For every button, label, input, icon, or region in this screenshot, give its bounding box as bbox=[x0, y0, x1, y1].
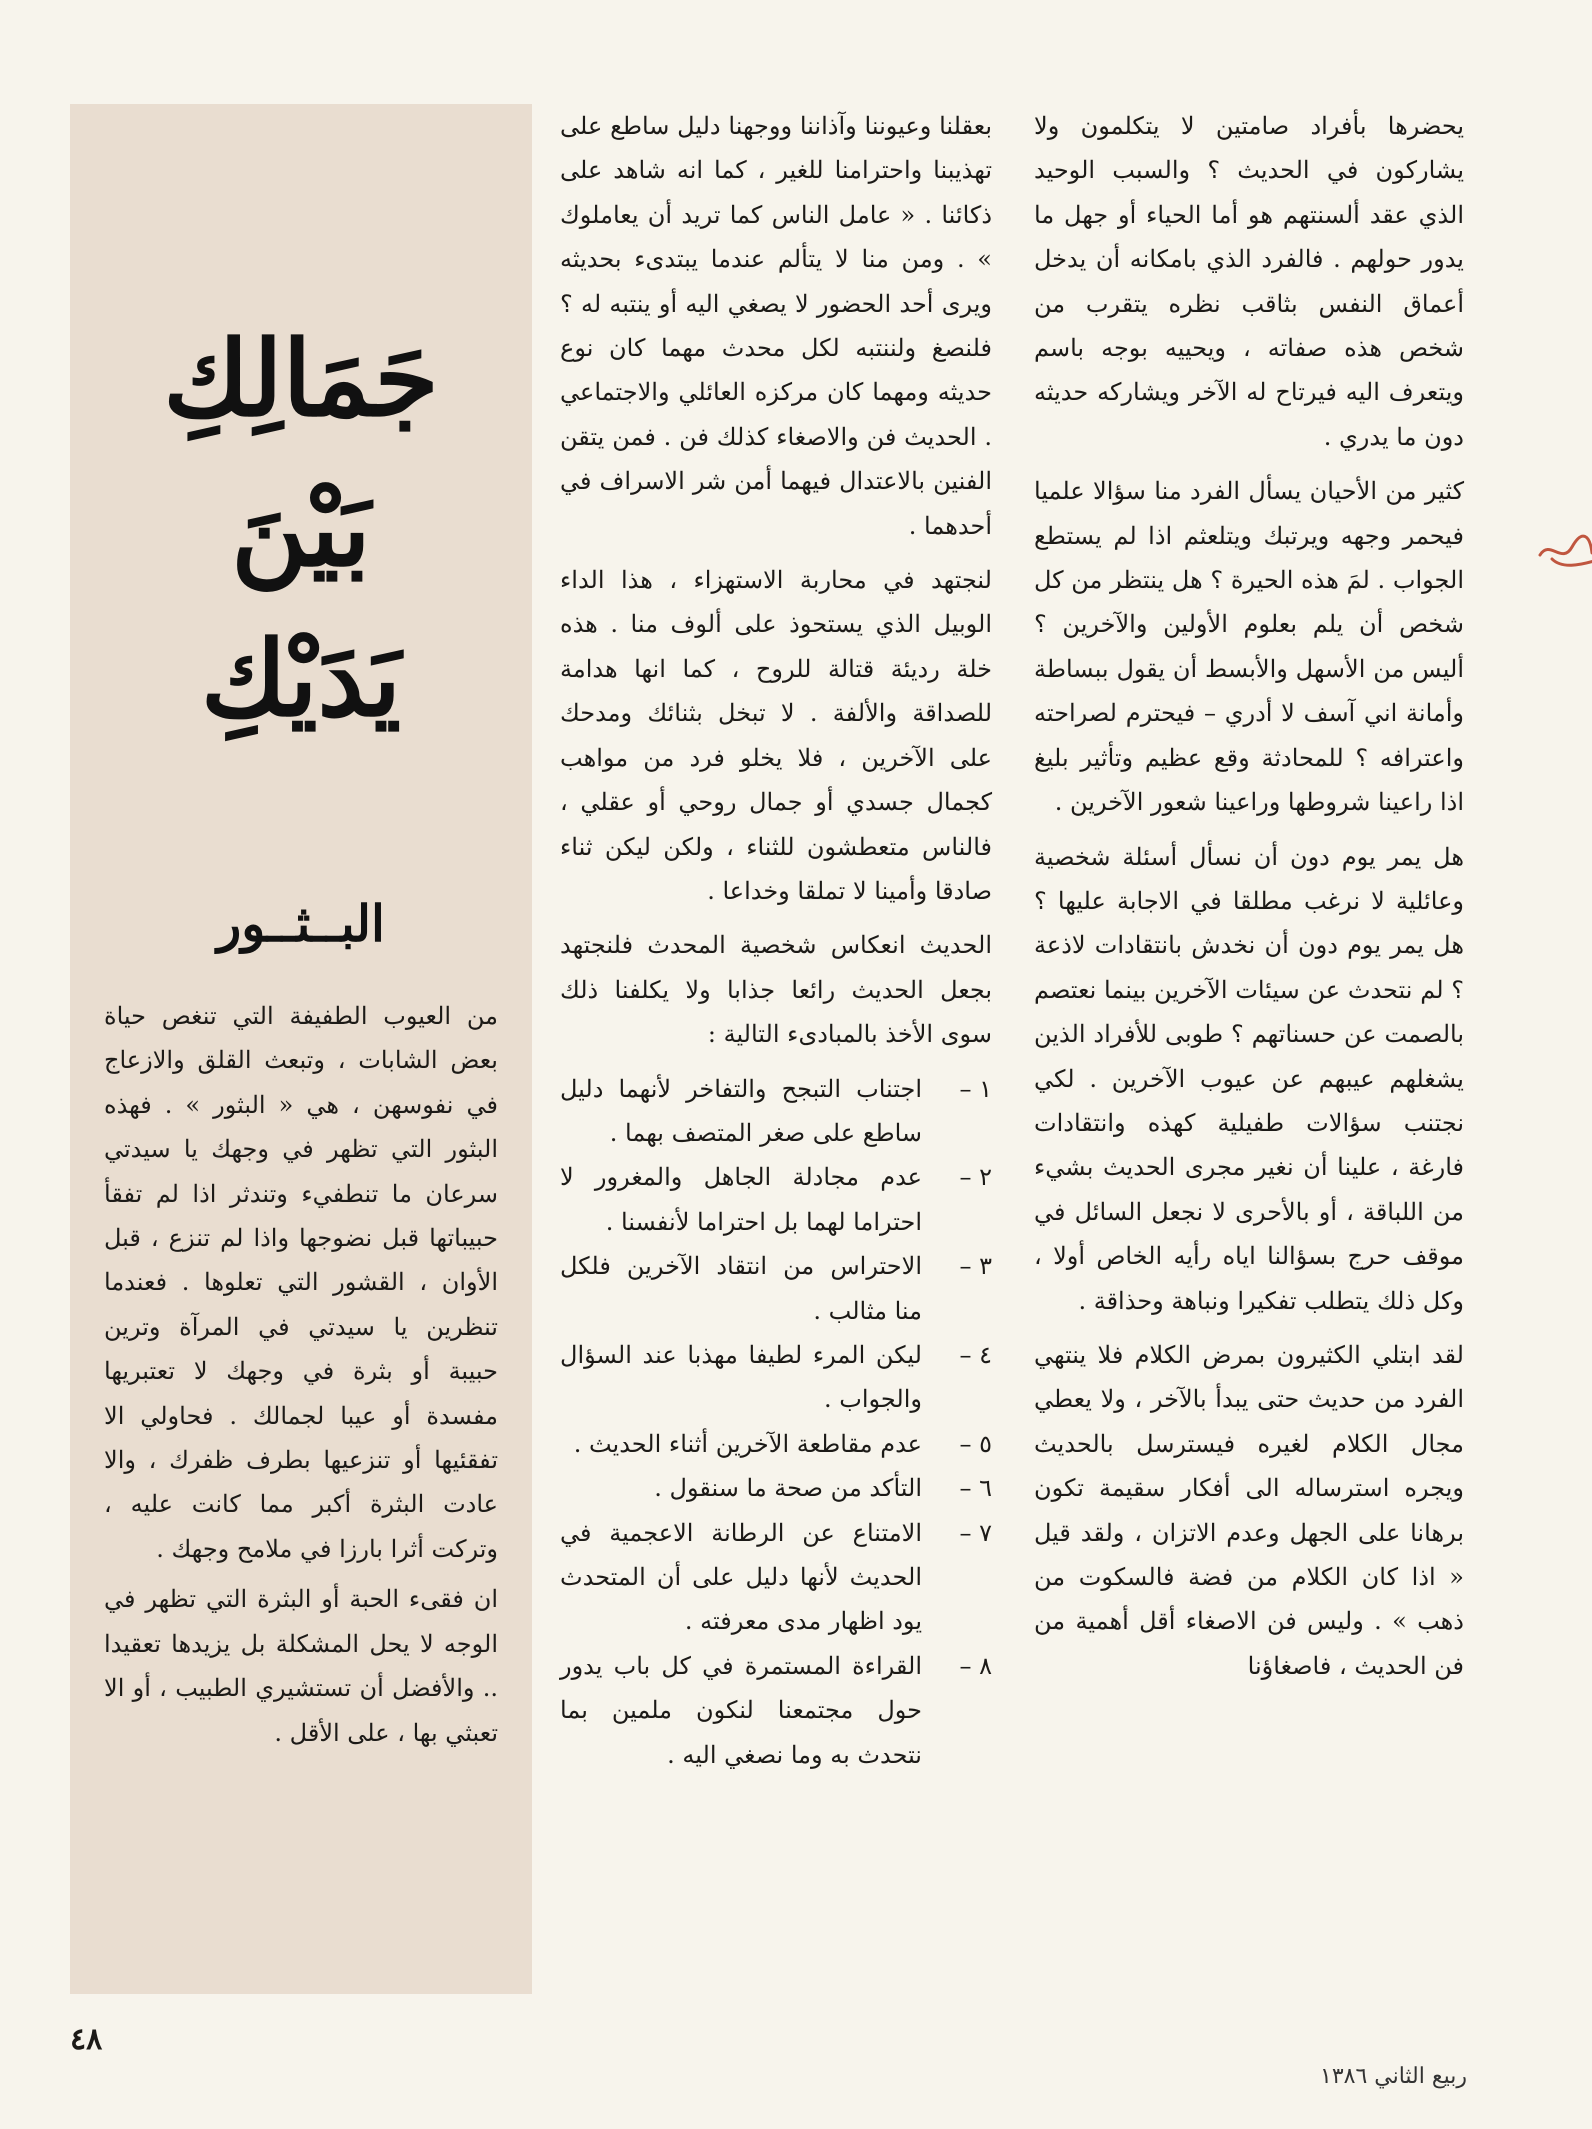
paragraph: من العيوب الطفيفة التي تنغص حياة بعض الشابات ، وتبعث القلق والازعاج في نفوسهن ، هي « البثور » . فهذه البثور التي تظهر في وجهك يا سيدتي سرعان ما تنطفيء وتندثر اذا لم تفقأ حبيباتها قبل نضوجها واذا لم تنزع ، قبل الأوان ، القشور التي تعلوها . فعندما تنظرين يا سيدتي في المرآة وترين حبيبة أو بثرة في وجهك لا تعتبريها مفسدة أو عيبا لجمالك . فحاولي الا تفقئيها أو تنزعيها بطرف ظفرك ، والا عادت البثرة أكبر مما كانت عليه ، وتركت أثرا بارزا في ملامح وجهك . bbox=[104, 1002, 498, 1563]
list-item bbox=[560, 1422, 992, 1466]
paragraph: لنجتهد في محاربة الاستهزاء ، هذا الداء الوبيل الذي يستحوذ على ألوف منا . هذه خلة رديئة قتالة للروح ، كما انها هدامة للصداقة والألفة . لا تبخل بثنائك ومدحك على الآخرين ، فلا يخلو فرد من مواهب كجمال جسدي أو جمال روحي أو عقلي ، فالناس متعطشون للثناء ، ولكن ليكن ثناء صادقا وأمينا لا تملقا وخداعا . bbox=[560, 566, 992, 905]
list-text: التأكد من صحة ما سنقول . bbox=[654, 1474, 922, 1503]
list-text: الامتناع عن الرطانة الاعجمية في الحديث لأنها دليل على أن المتحدث يود اظهار مدى معرفته . bbox=[560, 1518, 922, 1636]
list-number: ٣ – bbox=[959, 1252, 992, 1281]
list-item bbox=[560, 1333, 992, 1422]
handwritten-scribble bbox=[1532, 525, 1592, 571]
box-heading: البــثــور bbox=[217, 894, 385, 953]
section-title bbox=[70, 304, 532, 754]
paragraph: هل يمر يوم دون أن نسأل أسئلة شخصية وعائلية لا نرغب مطلقا في الاجابة عليها ؟ هل يمر يوم دون أن نخدش بانتقادات لاذعة ؟ لم نتحدث عن سيئات الآخرين بينما نعتصم بالصمت عن حسناتهم ؟ طوبى للأفراد الذين يشغلهم عيبهم عن عيوب الآخرين . لكي نجتنب سؤالات طفيلية كهذه وانتقادات فارغة ، علينا أن نغير مجرى الحديث بشيء من اللباقة ، أو بالأحرى لا نجعل السائل في موقف حرج بسؤالنا اياه رأيه الخاص أولا ، وكل ذلك يتطلب تفكيرا ونباهة وحذاقة . bbox=[1034, 842, 1464, 1315]
paragraph: بعقلنا وعيوننا وآذاننا ووجهنا دليل ساطع على تهذيبنا واحترامنا للغير ، كما انه شاهد على ذكائنا . « عامل الناس كما تريد أن يعاملوك » . ومن منا لا يتألم عندما يبتدىء بحديثه ويرى أحد الحضور لا يصغي اليه أو ينتبه له ؟ فلنصغ ولننتبه لكل محدث مهما كان نوع حديثه ومهما كان مركزه العائلي والاجتماعي . الحديث فن والاصغاء كذلك فن . فمن يتقن الفنين بالاعتدال فيهما أمن شر الاسراف في أحدهما . bbox=[560, 112, 992, 540]
list-item bbox=[560, 1466, 992, 1510]
paragraph: يحضرها بأفراد صامتين لا يتكلمون ولا يشاركون في الحديث ؟ والسبب الوحيد الذي عقد ألسنتهم هو أما الحياء أو جهل ما يدور حولهم . فالفرد الذي بامكانه أن يدخل أعماق النفس بثاقب نظره يتقرب من شخص هذه صفاته ، ويحييه بوجه باسم ويتعرف اليه فيرتاح له الآخر ويشاركه حديثه دون ما يدري . bbox=[1034, 112, 1464, 451]
list-item bbox=[560, 1067, 992, 1156]
list-item bbox=[560, 1244, 992, 1333]
list-text: عدم مقاطعة الآخرين أثناء الحديث . bbox=[573, 1429, 922, 1458]
title-line: جَمَالِكِ bbox=[163, 317, 439, 440]
issue-date: ربيع الثاني ١٣٨٦ bbox=[1320, 2064, 1467, 2089]
list-number: ٧ – bbox=[959, 1518, 992, 1547]
principles-list bbox=[560, 1067, 992, 1778]
page-number: ٤٨ bbox=[70, 2022, 103, 2057]
list-item bbox=[560, 1155, 992, 1244]
article-column-middle bbox=[560, 104, 992, 1777]
list-item bbox=[560, 1511, 992, 1644]
paragraph: لقد ابتلي الكثيرون بمرض الكلام فلا ينتهي الفرد من حديث حتى يبدأ بالآخر ، ولا يعطي مجال الكلام لغيره فيسترسل بالحديث ويجره استرساله الى أفكار سقيمة تكون برهانا على الجهل وعدم الاتزان ، ولقد قيل « اذا كان الكلام من فضة فالسكوت من ذهب » . وليس فن الاصغاء أقل أهمية من فن الحديث ، فاصغاؤنا bbox=[1034, 1340, 1464, 1680]
paragraph: ان فقىء الحبة أو البثرة التي تظهر في الوجه لا يحل المشكلة بل يزيدها تعقيدا .. والأفضل أن تستشيري الطبيب ، أو الا تعبثي بها ، على الأقل . bbox=[104, 1585, 498, 1747]
box-body bbox=[104, 994, 498, 1761]
list-number: ١ – bbox=[959, 1074, 992, 1103]
list-text: الاحتراس من انتقاد الآخرين فلكل منا مثالب . bbox=[560, 1252, 922, 1325]
list-number: ٨ – bbox=[959, 1651, 992, 1680]
sidebar-panel bbox=[70, 104, 532, 1994]
list-number: ٢ – bbox=[959, 1163, 992, 1192]
list-text: القراءة المستمرة في كل باب يدور حول مجتمعنا لنكون ملمين بما نتحدث به وما نصغي اليه . bbox=[560, 1651, 922, 1769]
title-line: بَيْنَ bbox=[231, 467, 371, 590]
paragraph: كثير من الأحيان يسأل الفرد منا سؤالا علميا فيحمر وجهه ويرتبك ويتلعثم اذا لم يستطع الجواب . لمَ هذه الحيرة ؟ هل ينتظر من كل شخص أن يلم بعلوم الأولين والآخرين ؟ أليس من الأسهل والأبسط أن يقول ببساطة وأمانة اني آسف لا أدري – فيحترم لصراحته واعترافه ؟ للمحادثة وقع عظيم وتأثير بليغ اذا راعينا شروطها وراعينا شعور الآخرين . bbox=[1034, 477, 1464, 817]
list-item bbox=[560, 1644, 992, 1777]
list-text: ليكن المرء لطيفا مهذبا عند السؤال والجواب . bbox=[560, 1340, 922, 1414]
list-number: ٤ – bbox=[959, 1340, 992, 1369]
list-number: ٥ – bbox=[959, 1429, 992, 1458]
list-number: ٦ – bbox=[959, 1474, 992, 1503]
article-column-right bbox=[1034, 104, 1464, 1698]
title-line: يَدَيْكِ bbox=[200, 617, 402, 740]
list-text: اجتناب التبجح والتفاخر لأنهما دليل ساطع على صغر المتصف بهما . bbox=[560, 1074, 922, 1147]
paragraph: الحديث انعكاس شخصية المحدث فلنجتهد بجعل الحديث رائعا جذابا ولا يكلفنا ذلك سوى الأخذ بالمبادىء التالية : bbox=[560, 931, 992, 1049]
list-text: عدم مجادلة الجاهل والمغرور لا احتراما لهما بل احتراما لأنفسنا . bbox=[560, 1163, 922, 1236]
